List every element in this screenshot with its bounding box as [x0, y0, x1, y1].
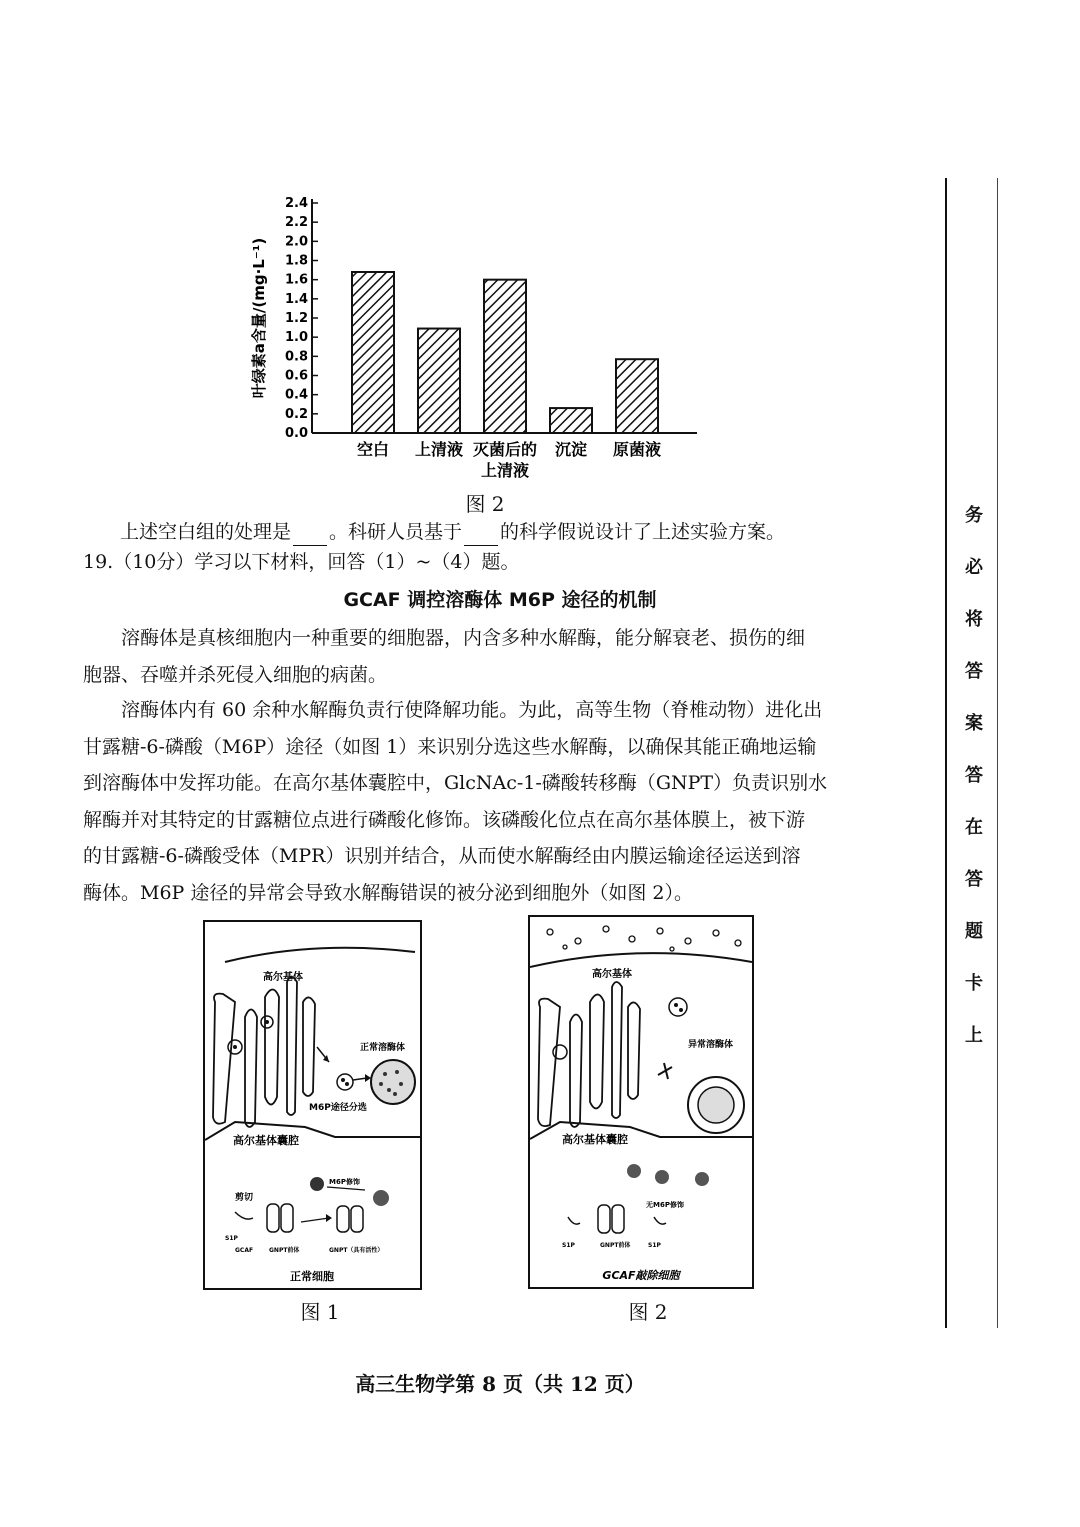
- q18-text-c: 的科学假说设计了上述实验方案。: [500, 521, 786, 543]
- answer-sheet-reminder: [962, 503, 986, 1075]
- page-footer: 高三生物学第 8 页（共 12 页）: [355, 1372, 645, 1396]
- fig2-lumen-label: 高尔基体囊腔: [562, 1133, 628, 1146]
- x-tick-label: 上清液: [414, 440, 464, 459]
- fig1-cut-label: 剪切: [235, 1193, 254, 1203]
- bar: [418, 329, 460, 433]
- paragraph-2: [83, 692, 873, 911]
- fig1-s1p-label: S1P: [225, 1235, 238, 1242]
- y-tick-label: 1.6: [284, 272, 308, 288]
- bar: [484, 280, 526, 433]
- bar: [616, 359, 658, 433]
- fig2-s1p-right-label: S1P: [648, 1242, 661, 1249]
- bar: [352, 272, 394, 433]
- reminder-char: 必: [965, 557, 983, 578]
- y-tick-label: 0.6: [284, 368, 308, 384]
- q18-blank-2[interactable]: [464, 525, 498, 546]
- paragraph-2-line: 的甘露糖-6-磷酸受体（MPR）识别并结合，从而使水解酶经由内膜运输途径运送到溶: [83, 845, 801, 867]
- chart-caption: 图 2: [465, 492, 505, 516]
- x-tick-label: 上清液: [480, 461, 530, 480]
- y-tick-label: 1.2: [284, 311, 308, 326]
- reminder-char: 答: [965, 765, 983, 786]
- y-tick-label: 2.4: [284, 196, 308, 211]
- y-axis-label: 叶绿素a含量/(mg·L⁻¹): [250, 237, 268, 399]
- x-tick-label: 灭菌后的: [472, 440, 538, 459]
- x-tick-label: 沉淀: [554, 440, 588, 459]
- y-tick-label: 2.0: [284, 234, 308, 250]
- reminder-char: 卡: [965, 973, 983, 994]
- fig1-m6p-label: M6P修饰: [329, 1178, 360, 1186]
- y-tick-label: 0.4: [284, 387, 308, 403]
- y-tick-label: 0.0: [284, 426, 308, 441]
- paragraph-2-line: 酶体。M6P 途径的异常会导致水解酶错误的被分泌到细胞外（如图 2）。: [83, 881, 693, 904]
- bar: [550, 408, 592, 433]
- fig1-sorting-label: M6P途径分选: [309, 1103, 367, 1113]
- fig2-bottom-label: GCAF敲除细胞: [602, 1269, 680, 1282]
- x-tick-label: 空白: [356, 440, 390, 459]
- fig1-gnpt-pre-label: GNPT前体: [269, 1247, 300, 1254]
- fig1-golgi-label: 高尔基体: [263, 972, 303, 983]
- fig2-abnormal-lysosome-label: 异常溶酶体: [688, 1040, 734, 1050]
- paragraph-2-line: 溶酶体内有 60 余种水解酶负责行使降解功能。为此，高等生物（脊椎动物）进化出: [121, 699, 823, 721]
- reminder-char: 题: [965, 921, 983, 942]
- fig1-gnpt-active-label: GNPT（具有活性）: [329, 1247, 384, 1254]
- reminder-char: 将: [965, 609, 983, 630]
- figure-2-gcaf-knockout-cell: [528, 915, 754, 1289]
- figure-2-caption: 图 2: [628, 1300, 668, 1324]
- fig2-no-m6p-label: 无M6P修饰: [646, 1201, 684, 1209]
- fig1-bottom-label: 正常细胞: [290, 1270, 334, 1283]
- reminder-char: 务: [965, 505, 983, 526]
- fig2-s1p-left-label: S1P: [562, 1242, 575, 1249]
- reminder-char: 上: [965, 1025, 983, 1046]
- reminder-char: 答: [965, 869, 983, 890]
- paragraph-1: [83, 620, 873, 693]
- y-tick-label: 1.0: [284, 330, 308, 346]
- q18-line: [120, 518, 785, 546]
- fig2-gnpt-pre-label: GNPT前体: [600, 1242, 631, 1249]
- reminder-char: 案: [965, 713, 983, 734]
- q18-text-b: 。科研人员基于: [329, 521, 463, 543]
- fig1-gcaf-label: GCAF: [235, 1247, 254, 1254]
- fig1-normal-lysosome-label: 正常溶酶体: [360, 1043, 406, 1053]
- y-tick-label: 0.8: [284, 349, 308, 365]
- chart-svg: [240, 190, 710, 510]
- q18-blank-1[interactable]: [293, 525, 327, 546]
- y-tick-label: 2.2: [284, 215, 308, 231]
- chlorophyll-bar-chart: [240, 190, 710, 510]
- figure-1-caption: 图 1: [300, 1300, 340, 1324]
- fig1-lumen-label: 高尔基体囊腔: [233, 1134, 299, 1147]
- y-tick-label: 0.2: [284, 406, 308, 422]
- paragraph-2-line: 到溶酶体中发挥功能。在高尔基体囊腔中，GlcNAc-1-磷酸转移酶（GNPT）负责识别水: [83, 772, 828, 794]
- paragraph-2-line: 甘露糖-6-磷酸（M6P）途径（如图 1）来识别分选这些水解酶，以确保其能正确地运输: [83, 735, 817, 758]
- paragraph-2-line: 解酶并对其特定的甘露糖位点进行磷酸化修饰。该磷酸化位点在高尔基体膜上，被下游: [83, 808, 806, 831]
- q19-header: 19.（10分）学习以下材料，回答（1）~（4）题。: [83, 551, 520, 573]
- figure-1-normal-cell: [203, 920, 422, 1290]
- reminder-char: 答: [965, 661, 983, 682]
- q19-article-title: GCAF 调控溶酶体 M6P 途径的机制: [343, 589, 657, 611]
- x-tick-label: 原菌液: [612, 440, 662, 459]
- reminder-char: 在: [965, 817, 983, 838]
- y-tick-label: 1.4: [284, 291, 308, 307]
- y-tick-label: 1.8: [284, 253, 308, 269]
- q18-text-a: 上述空白组的处理是: [120, 521, 292, 543]
- paragraph-1-line: 溶酶体是真核细胞内一种重要的细胞器，内含多种水解酶，能分解衰老、损伤的细: [121, 627, 806, 649]
- figure-2-diagram: [530, 917, 752, 1287]
- paragraph-1-line: 胞器、吞噬并杀死侵入细胞的病菌。: [83, 663, 388, 686]
- figure-1-diagram: [205, 922, 420, 1288]
- fig2-golgi-label: 高尔基体: [592, 969, 632, 980]
